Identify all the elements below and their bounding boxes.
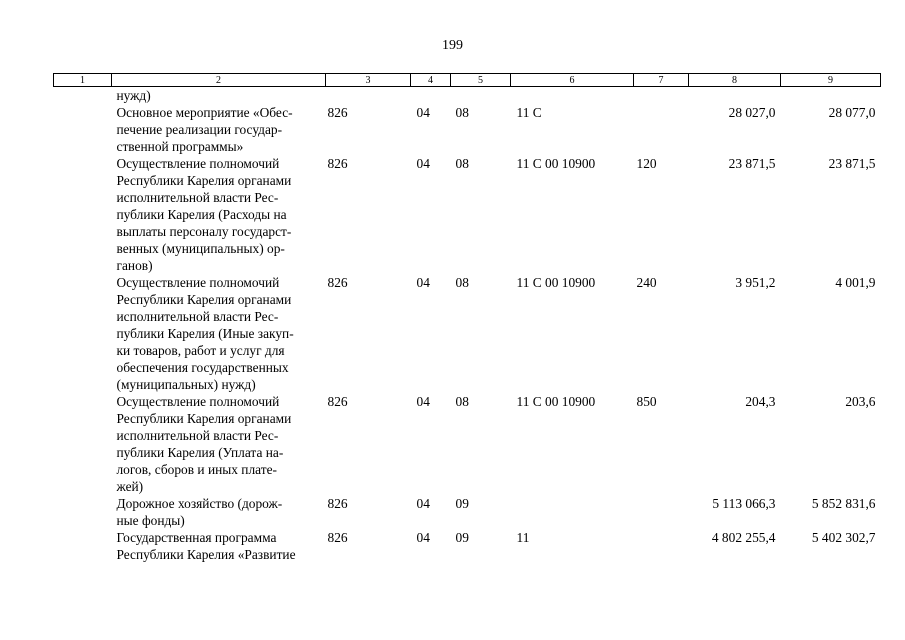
cell-target-article: 11 [516, 530, 530, 545]
cell-section: 04 [416, 156, 430, 171]
column-header-2: 2 [112, 74, 326, 87]
cell-ministry: 826 [327, 496, 348, 511]
cell-subsection: 08 [455, 105, 469, 120]
cell-amount-2: 5 402 302,7 [811, 530, 876, 545]
name-line: логов, сборов и иных плате- [116, 462, 278, 477]
column-header-5: 5 [451, 74, 511, 87]
name-line: публики Карелия (Иные закуп- [116, 326, 294, 341]
cell-name [112, 155, 326, 274]
name-line: Республики Карелия «Развитие [116, 547, 296, 562]
cell-name [112, 529, 326, 563]
name-line: исполнительной власти Рес- [116, 428, 279, 443]
name-line: ные фонды) [116, 513, 185, 528]
table-row [54, 529, 881, 563]
name-line: печение реализации государ- [116, 122, 283, 137]
cell-amount-2: 28 077,0 [828, 105, 876, 120]
cell-expense-type: 240 [636, 275, 657, 290]
name-line: публики Карелия (Расходы на [116, 207, 287, 222]
table-row [54, 393, 881, 495]
cell-number [54, 529, 112, 563]
cell-amount-2: 4 001,9 [835, 275, 876, 290]
cell-subsection: 08 [455, 156, 469, 171]
cell-expense-type [634, 104, 689, 155]
column-header-4: 4 [411, 74, 451, 87]
name-line: жей) [116, 479, 144, 494]
name-line: Осуществление полномочий [116, 394, 280, 409]
continued-fragment: нужд) [116, 88, 151, 103]
cell-target-article: 11 С 00 10900 [516, 156, 596, 171]
name-line: Республики Карелия органами [116, 411, 292, 426]
name-line: Республики Карелия органами [116, 292, 292, 307]
name-line: Республики Карелия органами [116, 173, 292, 188]
cell-amount-1: 28 027,0 [728, 105, 776, 120]
column-header-1: 1 [54, 74, 112, 87]
cell-expense-type [634, 495, 689, 529]
cell-amount-1: 5 113 066,3 [712, 496, 776, 511]
cell-number [54, 155, 112, 274]
table-header [54, 74, 881, 87]
cell-amount-1: 23 871,5 [728, 156, 776, 171]
column-header-6: 6 [511, 74, 634, 87]
cell-section: 04 [416, 496, 430, 511]
name-line: публики Карелия (Уплата на- [116, 445, 284, 460]
name-line: венных (муниципальных) ор- [116, 241, 285, 256]
cell-name [112, 495, 326, 529]
cell-expense-type: 120 [636, 156, 657, 171]
cell-ministry: 826 [327, 156, 348, 171]
cell-section: 04 [416, 394, 430, 409]
cell-ministry: 826 [327, 530, 348, 545]
column-header-9: 9 [781, 74, 881, 87]
name-line: Дорожное хозяйство (дорож- [116, 496, 283, 511]
cell-name [112, 104, 326, 155]
cell-target-article [511, 495, 634, 529]
cell-amount-2: 23 871,5 [828, 156, 876, 171]
page-number: 199 [442, 38, 463, 53]
name-line: Осуществление полномочий [116, 156, 280, 171]
cell-name [112, 393, 326, 495]
continued-row [54, 87, 881, 105]
cell-section: 04 [416, 275, 430, 290]
table-row [54, 155, 881, 274]
cell-number [54, 104, 112, 155]
name-line: Осуществление полномочий [116, 275, 280, 290]
name-line: обеспечения государственных [116, 360, 289, 375]
cell-expense-type [634, 529, 689, 563]
name-line: (муниципальных) нужд) [116, 377, 256, 392]
cell-ministry: 826 [327, 394, 348, 409]
name-line: ки товаров, работ и услуг для [116, 343, 285, 358]
name-line: выплаты персоналу государст- [116, 224, 292, 239]
name-line: исполнительной власти Рес- [116, 309, 279, 324]
cell-number [54, 393, 112, 495]
cell-amount-1: 204,3 [745, 394, 776, 409]
cell-number [54, 495, 112, 529]
cell-target-article: 11 С 00 10900 [516, 275, 596, 290]
cell-ministry: 826 [327, 275, 348, 290]
column-header-3: 3 [326, 74, 411, 87]
cell-section: 04 [416, 530, 430, 545]
cell-subsection: 09 [455, 496, 469, 511]
cell-amount-1: 4 802 255,4 [711, 530, 776, 545]
cell-subsection: 08 [455, 275, 469, 290]
budget-table [53, 73, 881, 563]
cell-ministry: 826 [327, 105, 348, 120]
cell-subsection: 09 [455, 530, 469, 545]
name-line: ственной программы» [116, 139, 244, 154]
cell-number [54, 274, 112, 393]
cell-target-article: 11 С 00 10900 [516, 394, 596, 409]
name-line: исполнительной власти Рес- [116, 190, 279, 205]
name-line: Государственная программа [116, 530, 277, 545]
table-row [54, 495, 881, 529]
name-line: ганов) [116, 258, 153, 273]
table-body [54, 87, 881, 564]
header-row [54, 74, 881, 87]
name-line: Основное мероприятие «Обес- [116, 105, 293, 120]
cell-expense-type: 850 [636, 394, 657, 409]
cell-target-article: 11 С [516, 105, 542, 120]
table-row [54, 274, 881, 393]
table-row [54, 104, 881, 155]
column-header-7: 7 [634, 74, 689, 87]
column-header-8: 8 [689, 74, 781, 87]
cell-section: 04 [416, 105, 430, 120]
cell-amount-2: 203,6 [845, 394, 876, 409]
cell-amount-2: 5 852 831,6 [811, 496, 876, 511]
cell-amount-1: 3 951,2 [735, 275, 776, 290]
cell-subsection: 08 [455, 394, 469, 409]
cell-name [112, 274, 326, 393]
